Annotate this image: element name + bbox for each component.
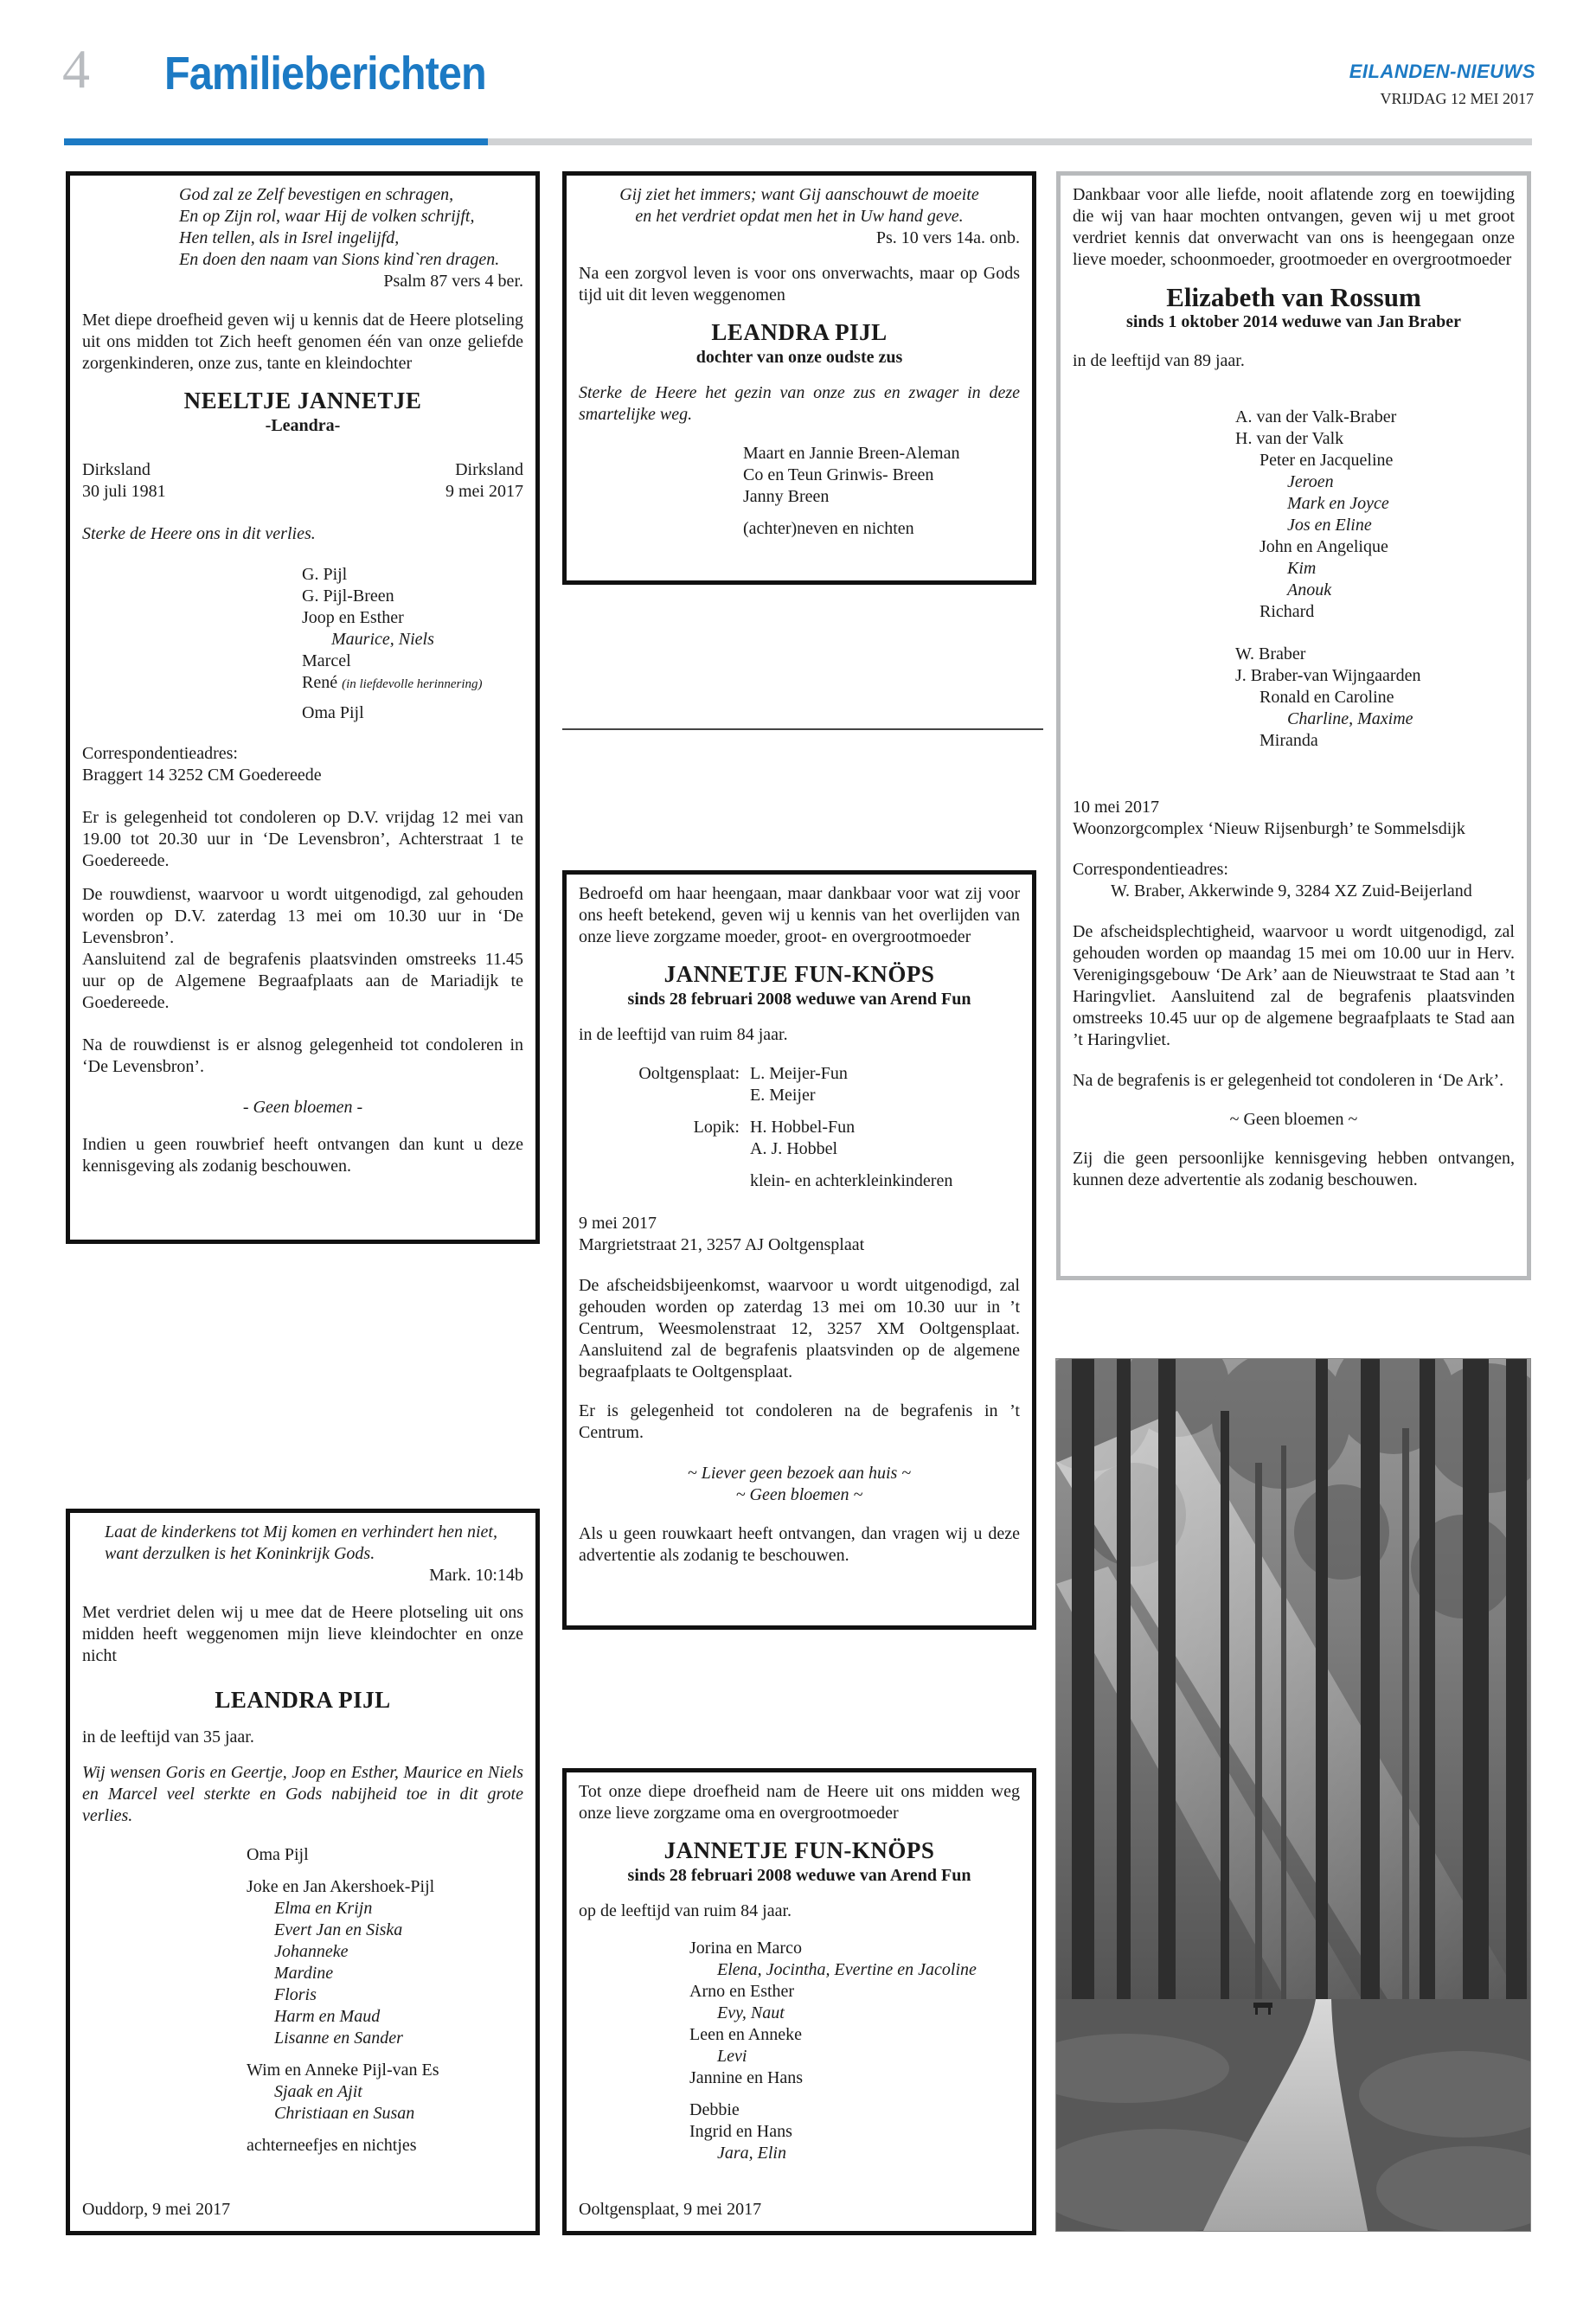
family-member: W. Braber: [1235, 644, 1306, 663]
wish-text: Wij wensen Goris en Geertje, Joop en Esther, Maurice en Niels en Marcel veel sterkte en Gods nabijheid toe in dit grote verlies.: [82, 1763, 523, 1825]
family-member: Peter en Jacqueline: [1259, 451, 1394, 470]
footer-place-date: Ooltgensplaat, 9 mei 2017: [579, 2200, 762, 2219]
family-member: Jannine en Hans: [689, 2068, 804, 2087]
intro-text: Dankbaar voor alle liefde, nooit aflatende zorg en toewijding die wij van haar mochten ontvangen, geven wij u met groot verdriet kennis dat onverwacht van ons is heengegaan onze lieve moeder, schoonmoeder, grootmoeder en overgrootmoeder: [1073, 185, 1515, 269]
family-member: A. van der Valk-Braber: [1235, 407, 1397, 426]
poem-line: En op Zijn rol, waar Hij de volken schrijft,: [179, 207, 475, 226]
obituary-jannetje-fun-knops-2: [562, 1768, 1036, 2235]
family-member: Jorina en Marco: [689, 1939, 802, 1958]
birth-place: Dirksland: [82, 460, 151, 479]
grandchildren: klein- en achterkleinkinderen: [750, 1171, 953, 1190]
death-date: 9 mei 2017: [445, 482, 523, 501]
header-rule-accent: [64, 138, 488, 145]
family-grandchild: Mark en Joyce: [1287, 494, 1389, 513]
correspondence-label: Correspondentieadres:: [1073, 860, 1228, 879]
family-grandchild: Levi: [717, 2047, 747, 2066]
forest-illustration: [1056, 1359, 1530, 2231]
family-member: Wim en Anneke Pijl-van Es: [247, 2061, 439, 2080]
family-grandchild: Jeroen: [1287, 472, 1334, 491]
birth-death-places: [82, 459, 523, 481]
family-member: Miranda: [1259, 731, 1318, 750]
poem-reference: Ps. 10 vers 14a. onb.: [875, 228, 1020, 247]
family-list: [82, 1844, 523, 2157]
family-grandchild: Sjaak en Ajit: [274, 2082, 362, 2101]
family-member: Ronald en Caroline: [1259, 688, 1394, 707]
family-grandchild: Charline, Maxime: [1287, 709, 1413, 728]
no-flowers-text: ~ Geen bloemen ~: [1229, 1110, 1358, 1129]
poem-line: God zal ze Zelf bevestigen en schragen,: [179, 185, 454, 204]
deceased-name: JANNETJE FUN-KNÖPS: [663, 1837, 935, 1863]
relatives: achterneefjes en nichtjes: [247, 2136, 417, 2155]
obituary-leandra-pijl-2: [66, 1509, 540, 2235]
intro-text: Met verdriet delen wij u mee dat de Heere plotseling uit ons midden heeft weggenomen mijn lieve kleindochter en onze nicht: [82, 1603, 523, 1665]
family-member: Joop en Esther: [302, 608, 404, 627]
page-number: 4: [62, 38, 90, 99]
intro-text: Met diepe droefheid geven wij u kennis dat de Heere plotseling uit ons midden tot Zich heeft genomen één van onze geliefde zorgenkinderen, onze zus, tante en kleindochter: [82, 311, 523, 373]
correspondence-address: Braggert 14 3252 CM Goedereede: [82, 766, 322, 785]
burial-text: Aansluitend zal de begrafenis plaatsvinden omstreeks 11.45 uur op de Algemene Begraafplaats aan de Mariadijk te Goedereede.: [82, 950, 523, 1012]
service-text: De afscheidsbijeenkomst, waarvoor u wordt uitgenodigd, zal gehouden worden op zaterdag 13 mei om 10.30 uur in ’t Centrum, Weesmolenstraat 12, 3257 XM Ooltgensplaat. Aansluitend zal de begrafenis plaatsvinden op de algemene begraafplaats te Ooltgensplaat.: [579, 1276, 1020, 1381]
poem-reference: Psalm 87 vers 4 ber.: [383, 272, 523, 291]
age-text: in de leeftijd van ruim 84 jaar.: [579, 1025, 788, 1044]
family-member: John en Angelique: [1259, 537, 1388, 556]
family-grandchild: Lisanne en Sander: [274, 2029, 403, 2048]
deceased-name: LEANDRA PIJL: [215, 1687, 391, 1713]
after-service-text: Er is gelegenheid tot condoleren na de begrafenis in ’t Centrum.: [579, 1401, 1020, 1442]
family-list: [1073, 407, 1515, 752]
age-text: op de leeftijd van ruim 84 jaar.: [579, 1901, 792, 1920]
address: Margrietstraat 21, 3257 AJ Ooltgensplaat: [579, 1235, 865, 1254]
family-grandchild: Anouk: [1287, 580, 1332, 599]
obituary-jannetje-fun-knops-1: [562, 870, 1036, 1630]
death-location: Woonzorgcomplex ‘Nieuw Rijsenburgh’ te Sommelsdijk: [1073, 819, 1465, 838]
service-text: De rouwdienst, waarvoor u wordt uitgenodigd, zal gehouden worden op D.V. zaterdag 13 mei om 10.30 uur in ‘De Levensbron’.: [82, 885, 523, 947]
issue-date: VRIJDAG 12 MEI 2017: [1380, 90, 1534, 107]
deceased-relation: dochter van onze oudste zus: [695, 348, 903, 367]
service-text: De afscheidsplechtigheid, waarvoor u wordt uitgenodigd, zal gehouden worden op maandag 15 mei om 10.00 uur in Herv. Verenigingsgebouw ‘De Ark’ aan de Nieuwstraat te Stad aan ’t Haringvliet. Aansluitend zal de begrafenis plaatsvinden omstreeks 10.45 uur op de algemene begraafplaats te Stad aan ’t Haringvliet.: [1073, 922, 1515, 1049]
family-list: [579, 1938, 1020, 2164]
poem-line: Gij ziet het immers; want Gij aanschouwt de moeite: [619, 185, 979, 204]
age-text: in de leeftijd van 35 jaar.: [82, 1727, 254, 1747]
family-member: Debbie: [689, 2100, 740, 2119]
family-member: J. Braber-van Wijngaarden: [1235, 666, 1421, 685]
poem-reference: Mark. 10:14b: [429, 1566, 523, 1585]
death-place: Dirksland: [455, 460, 523, 479]
family-member: A. J. Hobbel: [750, 1139, 838, 1158]
deceased-relation: sinds 28 februari 2008 weduwe van Arend Fun: [627, 990, 971, 1009]
deceased-name: JANNETJE FUN-KNÖPS: [663, 961, 935, 987]
correspondence-label: Correspondentieadres:: [82, 744, 238, 763]
poem-line: Laat de kinderkens tot Mij komen en verhindert hen niet,: [105, 1522, 497, 1541]
forest-path-photo: [1055, 1358, 1531, 2232]
poem-line: En doen den naam van Sions kind`ren dragen.: [179, 250, 500, 269]
family-member: H. Hobbel-Fun: [750, 1118, 856, 1137]
family-member: E. Meijer: [750, 1086, 816, 1105]
family-grandchild: Elma en Krijn: [274, 1899, 373, 1918]
deceased-relation: sinds 1 oktober 2014 weduwe van Jan Braber: [1126, 312, 1461, 331]
family-grandchild: Jos en Eline: [1287, 516, 1372, 535]
family-member: Leen en Anneke: [689, 2025, 802, 2044]
family-list: [579, 443, 1020, 540]
section-title: Familieberichten: [164, 48, 486, 99]
deceased-nickname: -Leandra-: [265, 416, 341, 435]
death-date: 9 mei 2017: [579, 1214, 657, 1233]
poem-line: Hen tellen, als in Isrel ingelijfd,: [179, 228, 400, 247]
family-table: [615, 1063, 952, 1192]
family-grandchild: Floris: [274, 1985, 317, 2004]
family-place: Ooltgensplaat:: [638, 1064, 740, 1083]
notice-text: Indien u geen rouwbrief heeft ontvangen dan kunt u deze kennisgeving als zodanig beschouwen.: [82, 1135, 523, 1176]
family-member: René: [302, 673, 338, 692]
family-member: Oma Pijl: [302, 703, 364, 722]
notice-text: Zij die geen persoonlijke kennisgeving hebben ontvangen, kunnen deze advertentie als zodanig beschouwen.: [1073, 1149, 1515, 1189]
poem: [82, 184, 523, 292]
family-member: Richard: [1259, 602, 1315, 621]
intro-text: Bedroefd om haar heengaan, maar dankbaar voor wat zij voor ons heeft betekend, geven wij u kennis van het overlijden van onze lieve zorgzame moeder, groot- en overgrootmoeder: [579, 884, 1020, 946]
family-grandchild: Christiaan en Susan: [274, 2104, 415, 2123]
deceased-relation: sinds 28 februari 2008 weduwe van Arend Fun: [627, 1866, 971, 1885]
no-flowers-text: - Geen bloemen -: [242, 1098, 363, 1117]
obituary-elizabeth-van-rossum: [1056, 171, 1531, 1280]
family-member: Arno en Esther: [689, 1982, 795, 2001]
after-service-text: Na de begrafenis is er gelegenheid tot condoleren in ‘De Ark’.: [1073, 1071, 1504, 1090]
memorial-note: (in liefdevolle herinnering): [342, 677, 483, 691]
family-grandchild: Evert Jan en Siska: [274, 1920, 403, 1939]
obituary-leandra-pijl-1: [562, 171, 1036, 585]
intro-text: Tot onze diepe droefheid nam de Heere uit ons midden weg onze lieve zorgzame oma en overgrootmoeder: [579, 1782, 1020, 1823]
newspaper-logo[interactable]: EILANDEN-NIEUWS: [1349, 61, 1535, 82]
closing-text: Sterke de Heere ons in dit verlies.: [82, 524, 316, 543]
poem-line: want derzulken is het Koninkrijk Gods.: [105, 1544, 375, 1563]
family-grandchild: Kim: [1287, 559, 1317, 578]
after-service-text: Na de rouwdienst is er alsnog gelegenheid tot condoleren in ‘De Levensbron’.: [82, 1035, 523, 1076]
poem-line: en het verdriet opdat men het in Uw hand geve.: [635, 207, 964, 226]
family-grandchild: Mardine: [274, 1964, 334, 1983]
family-member: G. Pijl-Breen: [302, 586, 394, 606]
age-text: in de leeftijd van 89 jaar.: [1073, 351, 1245, 370]
family-place: Lopik:: [693, 1118, 740, 1137]
closing-text: Sterke de Heere het gezin van onze zus en zwager in deze smartelijke weg.: [579, 383, 1020, 424]
family-member: Oma Pijl: [247, 1845, 309, 1864]
family-member: Co en Teun Grinwis- Breen: [743, 465, 934, 484]
family-member-rene: [302, 672, 523, 695]
no-flowers-text: ~ Geen bloemen ~: [735, 1485, 863, 1504]
deceased-name: NEELTJE JANNETJE: [183, 388, 422, 413]
condolence-text: Er is gelegenheid tot condoleren op D.V. vrijdag 12 mei van 19.00 tot 20.30 uur in ‘De Levensbron’, Achterstraat 1 te Goedereede.: [82, 808, 523, 870]
death-date: 10 mei 2017: [1073, 798, 1159, 817]
family-grandchild: Elena, Jocintha, Evertine en Jacoline: [717, 1960, 977, 1979]
family-member: Joke en Jan Akershoek-Pijl: [247, 1877, 435, 1896]
family-grandchild: Harm en Maud: [274, 2007, 381, 2026]
obituary-neeltje-jannetje: [66, 171, 540, 1244]
birth-death-dates: [82, 481, 523, 503]
family-member: Janny Breen: [743, 487, 830, 506]
deceased-name: Elizabeth van Rossum: [1166, 282, 1421, 312]
family-grandchild: Evy, Naut: [717, 2003, 785, 2022]
birth-date: 30 juli 1981: [82, 482, 166, 501]
family-member: Maart en Jannie Breen-Aleman: [743, 444, 960, 463]
family-children: Maurice, Niels: [331, 630, 434, 649]
poem: [579, 184, 1020, 249]
column-separator: [562, 728, 1043, 730]
poem: [82, 1522, 523, 1586]
family-member: G. Pijl: [302, 565, 348, 584]
footer-place-date: Ouddorp, 9 mei 2017: [82, 2200, 231, 2219]
family-grandchild: Johanneke: [274, 1942, 349, 1961]
no-visit-text: ~ Liever geen bezoek aan huis ~: [687, 1464, 912, 1483]
relatives: (achter)neven en nichten: [743, 519, 914, 538]
family-member: H. van der Valk: [1235, 429, 1344, 448]
family-member: Marcel: [302, 651, 351, 670]
notice-text: Als u geen rouwkaart heeft ontvangen, dan vragen wij u deze advertentie als zodanig te beschouwen.: [579, 1524, 1020, 1565]
family-grandchild: Jara, Elin: [717, 2144, 786, 2163]
deceased-name: LEANDRA PIJL: [711, 319, 888, 345]
correspondence-address: W. Braber, Akkerwinde 9, 3284 XZ Zuid-Beijerland: [1111, 881, 1472, 901]
intro-text: Na een zorgvol leven is voor ons onverwachts, maar op Gods tijd uit dit leven weggenomen: [579, 264, 1020, 304]
family-member: Ingrid en Hans: [689, 2122, 792, 2141]
family-member: L. Meijer-Fun: [750, 1064, 848, 1083]
family-list: [82, 564, 523, 724]
